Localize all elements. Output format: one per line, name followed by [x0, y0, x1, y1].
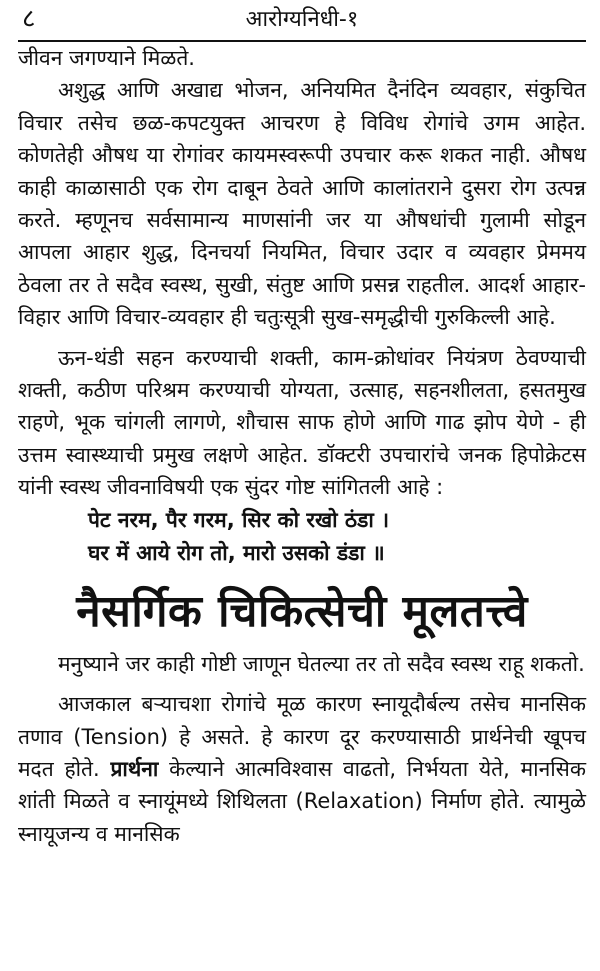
prayer-text-after: केल्याने आत्मविश्वास वाढतो, निर्भयता येते, मानसिक शांती मिळते व स्नायूंमध्ये शिथिलता (Relaxation) निर्माण होते. त्यामुळे स्नायूजन्य व मानसिक: [18, 756, 587, 846]
verse-line-1: पेट नरम, पैर गरम, सिर को रखो ठंडा ।: [88, 507, 390, 532]
verse-line-2: घर में आये रोग तो, मारो उसको डंडा ॥: [88, 540, 385, 565]
body-text: [18, 42, 586, 850]
page-header: [18, 0, 586, 42]
paragraph-intro: मनुष्याने जर काही गोष्टी जाणून घेतल्या तर तो सदैव स्वस्थ राहू शकतो.: [58, 651, 585, 676]
section-heading: नैसर्गिक चिकित्सेची मूलतत्त्वे: [76, 585, 528, 637]
prayer-bold-word: प्रार्थना: [110, 756, 159, 781]
running-head: आरोग्यनिधी-१: [245, 7, 359, 32]
prayer-text-before: आजकाल बऱ्याचशा रोगांचे मूळ कारण स्नायूदौर्बल्य तसेच मानसिक तणाव (Tension) हे असते. हे कारण दूर करण्यासाठी प्रार्थनेची खूपच मदत होते.: [18, 692, 586, 781]
paragraph-continued: जीवन जगण्याने मिळते.: [18, 46, 195, 70]
paragraph-causes-of-disease: अशुद्ध आणि अखाद्य भोजन, अनियमित दैनंदिन व्यवहार, संकुचित विचार तसेच छळ-कपटयुक्त आचरण हे विविध रोगांचे उगम आहेत. कोणतेही औषध या रोगांवर कायमस्वरूपी उपचार करू शकत नाही. औषध काही काळासाठी एक रोग दाबून ठेवते आणि कालांतराने दुसरा रोग उत्पन्न करते. म्हणूनच सर्वसामान्य माणसांनी जर या औषधांची गुलामी सोडून आपला आहार शुद्ध, दिनचर्या नियमित, विचार उदार व व्यवहार प्रेममय ठेवला तर ते सदैव स्वस्थ, सुखी, संतुष्ट आणि प्रसन्न राहतील. आदर्श आहार-विहार आणि विचार-व्यवहार ही चतुःसूत्री सुख-समृद्धीची गुरुकिल्ली आहे.: [18, 78, 586, 330]
paragraph-health-signs: ऊन-थंडी सहन करण्याची शक्ती, काम-क्रोधांवर नियंत्रण ठेवण्याची शक्ती, कठीण परिश्रम करण्याची योग्यता, उत्साह, सहनशीलता, हसतमुख राहणे, भूक चांगली लागणे, शौचास साफ होणे आणि गाढ झोप येणे - ही उत्तम स्वास्थ्याची प्रमुख लक्षणे आहेत. डॉक्टरी उपचारांचे जनक हिपोक्रेटस यांनी स्वस्थ जीवनाविषयी एक सुंदर गोष्ट सांगितली आहे :: [18, 345, 586, 500]
paragraph-prayer: [18, 688, 586, 850]
page-number: ८: [22, 4, 36, 34]
